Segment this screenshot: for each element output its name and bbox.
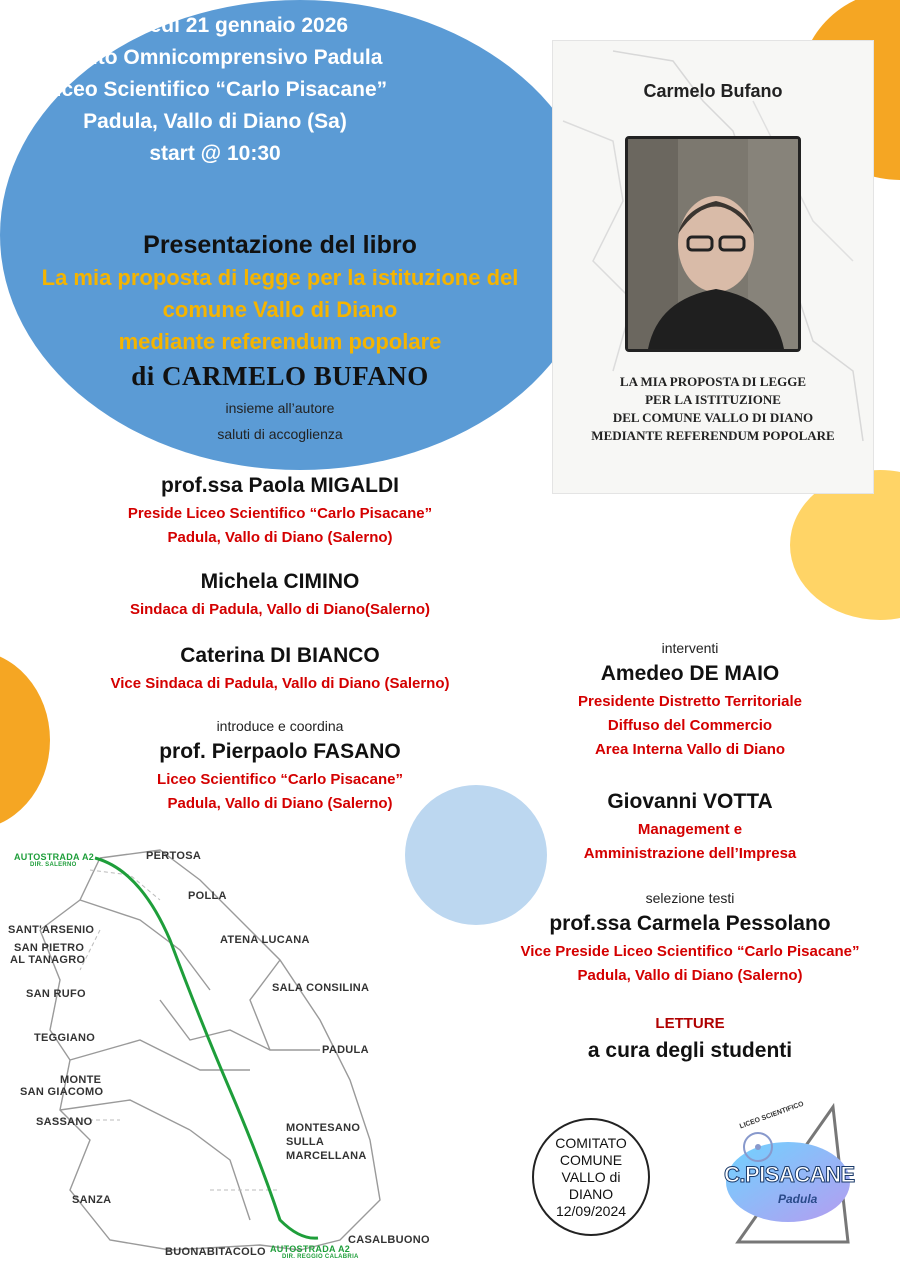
speaker-di-bianco [0, 640, 560, 696]
highway-bottom-label: AUTOSTRADA A2 [270, 1244, 351, 1254]
speaker-name: Amedeo DE MAIO [600, 662, 780, 685]
event-date: Mercoledì 21 gennaio 2026 [81, 14, 349, 37]
highway-bottom-direction: DIR. REGGIO CALABRIA [282, 1254, 359, 1260]
speaker-name: prof.ssa Carmela Pessolano [549, 912, 831, 935]
speaker-role: Padula, Vallo di Diano (Salerno) [167, 795, 393, 812]
book-title-line3: mediante referendum popolare [118, 329, 442, 354]
speaker-role: Diffuso del Commercio [607, 717, 773, 734]
event-header [0, 10, 430, 170]
event-institute: Istituto Omnicomprensivo Padula [47, 46, 383, 69]
logo-main-text: C.PISACANE [724, 1162, 855, 1187]
committee-stamp: COMITATO COMUNE VALLO di DIANO 12/09/2024 [532, 1118, 650, 1236]
town-label: SANT'ARSENIO [8, 924, 95, 936]
speaker-role: Management e [637, 821, 743, 838]
speaker-role: Liceo Scientifico “Carlo Pisacane” [157, 771, 403, 788]
town-label: MONTESANO [286, 1122, 361, 1134]
interventi-label: interventi [661, 640, 719, 656]
town-label: AL TANAGRO [10, 954, 86, 966]
speaker-name: prof.ssa Paola MIGALDI [160, 474, 400, 497]
town-label: CASALBUONO [348, 1234, 430, 1246]
town-label: MONTE [60, 1074, 102, 1086]
town-label: ATENA LUCANA [220, 934, 310, 946]
author-photo [625, 136, 801, 352]
presentation-heading: Presentazione del libro [143, 231, 417, 259]
letture-block [520, 1012, 860, 1066]
highway-a2-line [95, 858, 318, 1238]
school-logo [718, 1102, 858, 1252]
event-location: Padula, Vallo di Diano (Sa) [83, 110, 347, 133]
book-title-line2: comune Vallo di Diano [162, 297, 398, 322]
speaker-role: Area Interna Vallo di Diano [594, 741, 786, 758]
speaker-role: Presidente Distretto Territoriale [578, 693, 802, 710]
speaker-votta [520, 786, 860, 866]
book-cover-title: LA MIA PROPOSTA DI LEGGE PER LA ISTITUZIONE DEL COMUNE VALLO DI DIANO MEDIANTE REFERENDUM POPOLARE [591, 374, 835, 443]
presentation-block [0, 228, 560, 442]
speaker-migaldi [0, 470, 560, 550]
town-label: SASSANO [36, 1116, 93, 1128]
event-start-time: start @ 10:30 [149, 142, 281, 165]
town-label: SANZA [72, 1194, 112, 1206]
town-label: SULLA [286, 1136, 325, 1148]
logo-top-text: LICEO SCIENTIFICO [738, 1100, 805, 1131]
logo-sub-text: Padula [778, 1192, 818, 1206]
town-label: PERTOSA [146, 850, 202, 862]
book-title-line1: La mia proposta di legge per la istituzione del [41, 265, 519, 290]
speaker-name: Caterina DI BIANCO [180, 644, 380, 667]
town-label: SAN RUFO [26, 988, 86, 1000]
town-label: POLLA [188, 890, 227, 902]
speaker-role: Preside Liceo Scientifico “Carlo Pisacane” [127, 505, 433, 522]
speaker-name: Giovanni VOTTA [607, 790, 773, 813]
speaker-role: Vice Sindaca di Padula, Vallo di Diano (Salerno) [110, 675, 450, 692]
speaker-name: prof. Pierpaolo FASANO [159, 740, 401, 763]
book-author: Carmelo Bufano [643, 81, 783, 101]
interventi-block [520, 638, 860, 762]
letture-label: LETTURE [655, 1015, 725, 1032]
town-label: SAN GIACOMO [20, 1086, 104, 1098]
highway-top-direction: DIR. SALERNO [30, 862, 77, 868]
highway-top-label: AUTOSTRADA A2 [14, 852, 95, 862]
speaker-fasano [0, 716, 560, 816]
book-cover [552, 40, 874, 494]
event-school: Liceo Scientifico “Carlo Pisacane” [42, 78, 388, 101]
with-author-label: insieme all’autore [225, 400, 335, 416]
town-label: PADULA [322, 1044, 369, 1056]
welcome-label: saluti di accoglienza [217, 426, 343, 442]
letture-by: a cura degli studenti [587, 1039, 793, 1062]
selection-block [480, 888, 900, 988]
intro-label: introduce e coordina [216, 718, 344, 734]
selection-label: selezione testi [645, 890, 735, 906]
speaker-role: Sindaca di Padula, Vallo di Diano(Salerno) [129, 601, 431, 618]
speaker-cimino [0, 566, 560, 622]
speaker-role: Padula, Vallo di Diano (Salerno) [577, 967, 803, 984]
town-label: BUONABITACOLO [165, 1246, 266, 1258]
town-label: SAN PIETRO [14, 942, 85, 954]
speaker-name: Michela CIMINO [200, 570, 360, 593]
speaker-role: Padula, Vallo di Diano (Salerno) [167, 529, 393, 546]
speaker-role: Vice Preside Liceo Scientifico “Carlo Pisacane” [520, 943, 860, 960]
speaker-role: Amministrazione dell’Impresa [583, 845, 797, 862]
author-line: di CARMELO BUFANO [131, 361, 429, 391]
town-label: SALA CONSILINA [272, 982, 370, 994]
town-label: TEGGIANO [34, 1032, 96, 1044]
town-label: MARCELLANA [286, 1150, 367, 1162]
